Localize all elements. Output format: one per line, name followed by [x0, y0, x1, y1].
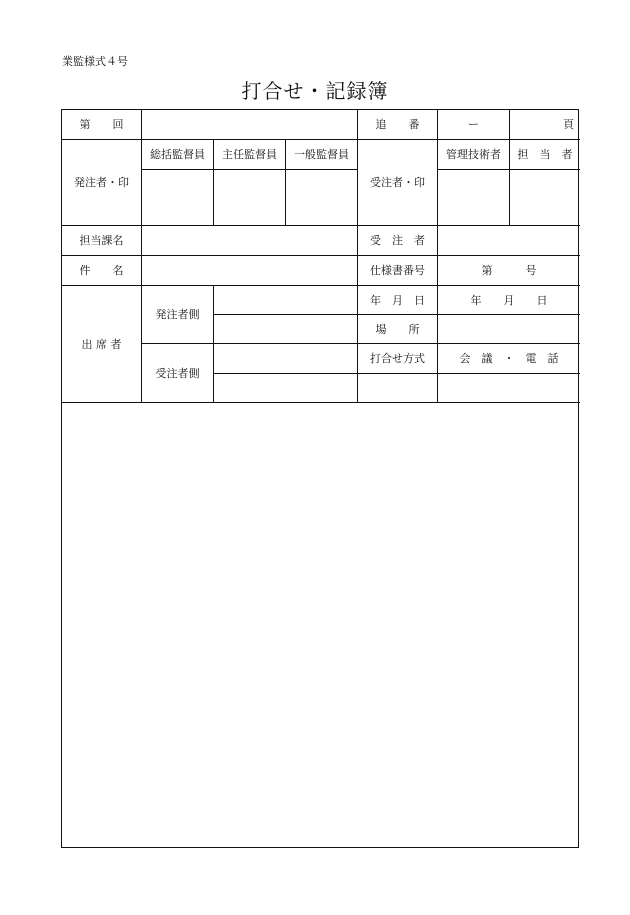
method-label: 打合せ方式 — [370, 352, 425, 365]
spec-number-label: 仕様書番号 — [370, 264, 425, 277]
serial-label: 追 番 — [375, 118, 420, 131]
round-label: 第 回 — [79, 118, 124, 131]
contractor-side-label: 受注者側 — [155, 366, 200, 380]
record-form — [61, 109, 579, 848]
contractor-stamp-label: 受注者・印 — [370, 176, 425, 189]
page-title: 打合せ・記録簿 — [241, 79, 389, 103]
extra-field-right[interactable] — [438, 374, 580, 402]
place-field[interactable] — [438, 315, 580, 343]
date-field[interactable]: 年 月 日 — [470, 293, 548, 307]
stamp-assistant-supervisor[interactable] — [286, 170, 357, 225]
contractor-attendee-2[interactable] — [214, 374, 357, 402]
attendees-label: 出 席 者 — [81, 337, 122, 351]
stamp-manager-engineer[interactable] — [438, 170, 509, 225]
contractor-attendee-1[interactable] — [214, 344, 357, 373]
spec-number-field[interactable]: 第 号 — [481, 264, 537, 277]
date-label: 年 月 日 — [370, 293, 425, 307]
method-options[interactable]: 会 議 ・ 電 話 — [459, 352, 559, 365]
subject-label: 件 名 — [79, 264, 124, 277]
page-dash: ー — [468, 118, 479, 131]
form-number: 業監様式４号 — [62, 55, 128, 68]
section-field[interactable] — [142, 226, 357, 255]
role-manager-engineer: 管理技術者 — [446, 148, 501, 161]
orderer-stamp-label: 発注者・印 — [74, 176, 129, 189]
extra-field-left[interactable] — [358, 374, 437, 402]
subject-field[interactable] — [142, 256, 357, 285]
stamp-person-in-charge[interactable] — [510, 170, 580, 225]
place-label: 場 所 — [375, 322, 420, 336]
role-general-supervisor: 総括監督員 — [150, 148, 205, 161]
contractor-name-field[interactable] — [438, 226, 580, 255]
role-chief-supervisor: 主任監督員 — [222, 148, 277, 161]
stamp-chief-supervisor[interactable] — [214, 170, 285, 225]
round-field[interactable] — [142, 110, 357, 139]
contractor-name-label: 受 注 者 — [370, 234, 425, 247]
orderer-attendee-1[interactable] — [214, 286, 357, 314]
role-person-in-charge: 担 当 者 — [517, 148, 573, 161]
stamp-general-supervisor[interactable] — [142, 170, 213, 225]
minutes-body-area[interactable] — [62, 403, 577, 845]
orderer-side-label: 発注者側 — [155, 308, 200, 321]
orderer-attendee-2[interactable] — [214, 315, 357, 343]
section-label: 担当課名 — [79, 234, 124, 247]
page-label: 頁 — [563, 118, 574, 131]
role-assistant-supervisor: 一般監督員 — [294, 148, 349, 161]
